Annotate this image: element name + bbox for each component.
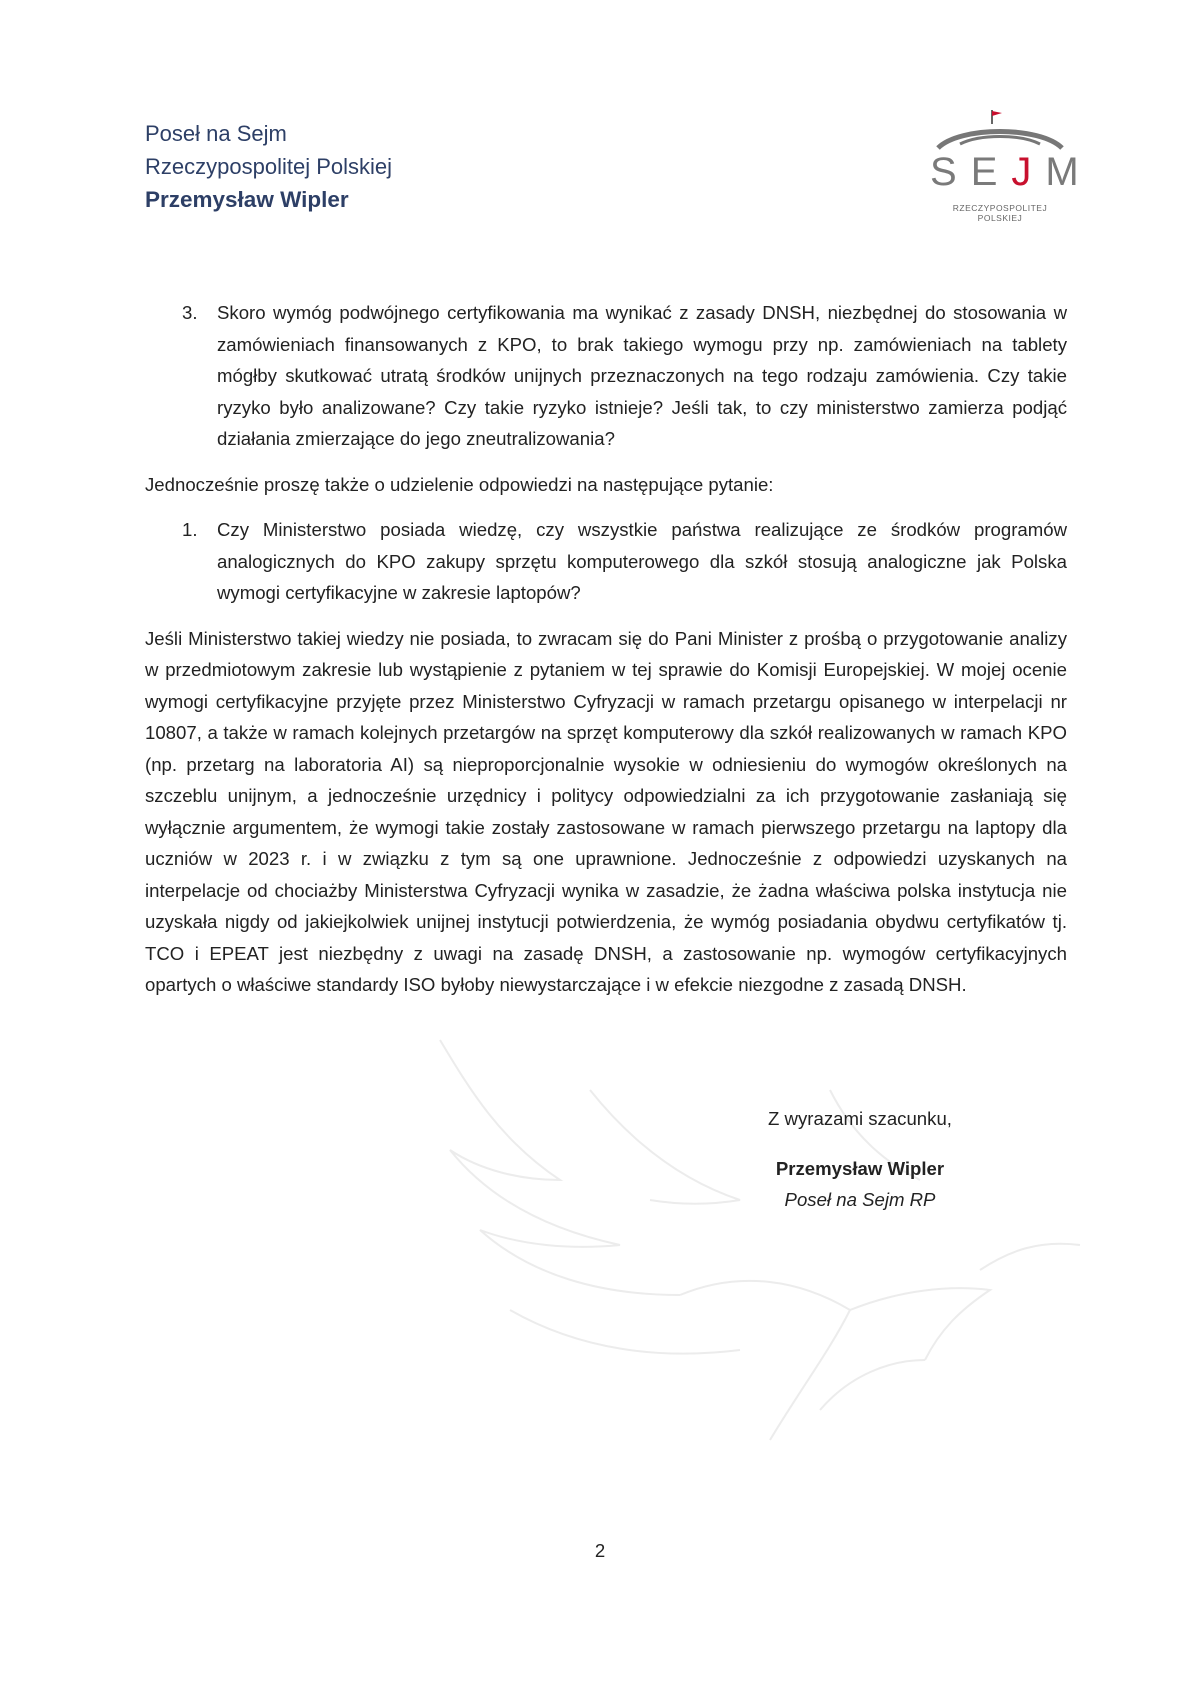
item-text: Skoro wymóg podwójnego certyfikowania ma wynikać z zasady DNSH, niezbędnej do stosowania w zamówieniach finansowanych z KPO, to brak takiego wymogu przy np. zamówieniach na tablety mógłby skutkować utratą środków unijnych przeznaczonych na tego rodzaju zamówienia. Czy takie ryzyko było analizowane? Czy takie ryzyko istnieje? Jeśli tak, to czy ministerstwo zamierza podjąć działania zmierzające do jego zneutralizowania?	[217, 302, 1067, 449]
sejm-logo	[930, 108, 1093, 223]
item-number: 1.	[182, 519, 198, 540]
signature-block	[700, 1103, 1020, 1216]
logo-letter: M	[1045, 150, 1093, 194]
intro-paragraph: Jednocześnie proszę także o udzielenie odpowiedzi na następujące pytanie:	[145, 473, 774, 495]
letter-body	[145, 297, 1067, 1001]
closing-greeting: Z wyrazami szacunku,	[768, 1108, 952, 1129]
item-number: 3.	[182, 302, 198, 323]
page-number: 2	[594, 1540, 606, 1561]
logo-letter: J	[1011, 150, 1046, 194]
eagle-watermark-icon	[380, 1030, 1100, 1460]
signatory-role: Poseł na Sejm RP	[784, 1189, 936, 1210]
main-paragraph: Jeśli Ministerstwo takiej wiedzy nie posiada, to zwracam się do Pani Minister z prośbą o przygotowanie analizy w przedmiotowym zakresie lub wystąpienie z pytaniem w tej sprawie do Komisji Europejskiej. W mojej ocenie wymogi certyfikacyjne przyjęte przez Ministerstwo Cyfryzacji w ramach przetargu opisanego w interpelacji nr 10807, a także w ramach kolejnych przetargów na sprzęt komputerowy dla szkół realizowanych w ramach KPO (np. przetarg na laboratoria AI) są nieproporcjonalnie wysokie w odniesieniu do wymogów określonych na szczeblu unijnym, a jednocześnie urzędnicy i politycy odpowiedzialni za ich przygotowanie zasłaniają się wyłącznie argumentem, że wymogi takie zostały zastosowane w ramach pierwszego przetargu na laptopy dla uczniów w 2023 r. i w związku z tym są one uprawnione. Jednocześnie z odpowiedzi uzyskanych na interpelacje od chociażby Ministerstwa Cyfryzacji wynika w zasadzie, że żadna właściwa polska instytucja nie uzyskała nigdy od jakiejkolwiek unijnej instytucji potwierdzenia, że wymóg posiadania obydwu certyfikatów tj. TCO i EPEAT jest niezbędny z uwagi na zasadę DNSH, a zastosowanie np. wymogów certyfikacyjnych opartych o właściwe standardy ISO byłoby niewystarczające i w efekcie niezgodne z zasadą DNSH.	[145, 627, 1067, 995]
sejm-dome-icon	[930, 108, 1070, 154]
signatory-name: Przemysław Wipler	[775, 1157, 945, 1179]
logo-letter: S	[930, 150, 971, 194]
question-item	[145, 297, 1067, 455]
letterhead-subtitle: Rzeczypospolitej Polskiej	[145, 154, 392, 179]
logo-letter: E	[970, 150, 1012, 194]
letterhead-name: Przemysław Wipler	[145, 187, 349, 212]
sejm-wordmark	[930, 150, 1093, 194]
question-item	[145, 514, 1067, 609]
letterhead-title: Poseł na Sejm	[145, 121, 287, 146]
item-text: Czy Ministerstwo posiada wiedzę, czy wszystkie państwa realizujące ze środków programów analogicznych do KPO zakupy sprzętu komputerowego dla szkół stosują analogiczne jak Polska wymogi certyfikacyjne w zakresie laptopów?	[217, 519, 1067, 603]
sejm-logo-subtitle: RZECZYPOSPOLITEJ POLSKIEJ	[952, 203, 1048, 223]
letterhead	[145, 117, 392, 216]
